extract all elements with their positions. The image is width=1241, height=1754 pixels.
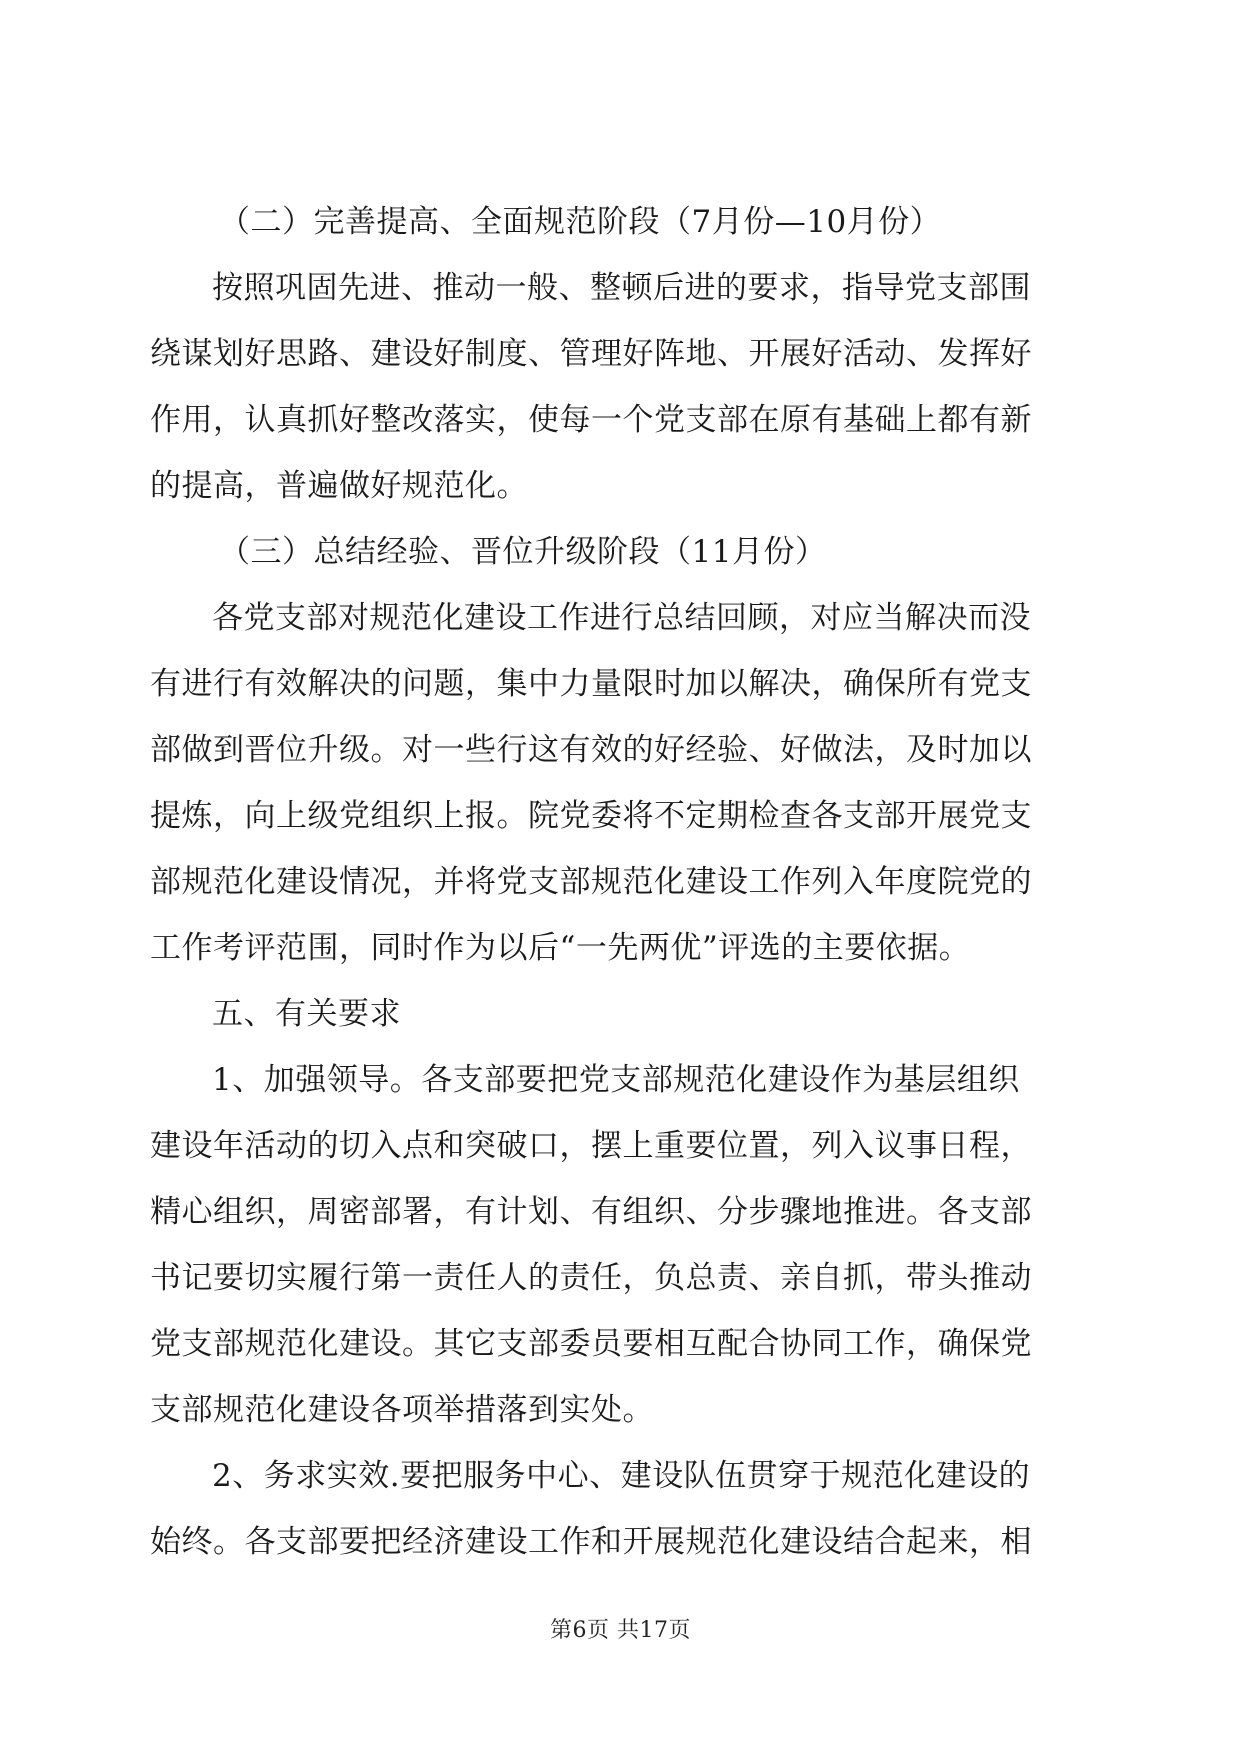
- paragraph-line: 提炼，向上级党组织上报。院党委将不定期检查各支部开展党支: [150, 798, 1032, 834]
- paragraph-line: 的提高，普遍做好规范化。: [150, 468, 528, 504]
- paragraph-line: 按照巩固先进、推动一般、整顿后进的要求，指导党支部围: [212, 270, 1031, 306]
- paragraph-line: 书记要切实履行第一责任人的责任，负总责、亲自抓，带头推动: [150, 1260, 1032, 1296]
- paragraph-line: 工作考评范围，同时作为以后“一先两优”评选的主要依据。: [150, 930, 971, 966]
- section-heading-3: （三）总结经验、晋位升级阶段（11月份）: [219, 534, 827, 570]
- paragraph-line: 建设年活动的切入点和突破口，摆上重要位置，列入议事日程，: [150, 1128, 1032, 1164]
- section-heading-5: 五、有关要求: [212, 996, 401, 1032]
- paragraph-line: 有进行有效解决的问题，集中力量限时加以解决，确保所有党支: [150, 666, 1032, 702]
- paragraph-line: 部做到晋位升级。对一些行这有效的好经验、好做法，及时加以: [150, 732, 1032, 768]
- paragraph-line: 党支部规范化建设。其它支部委员要相互配合协同工作，确保党: [150, 1326, 1032, 1362]
- paragraph-line: 1、加强领导。各支部要把党支部规范化建设作为基层组织: [212, 1062, 1020, 1098]
- paragraph-line: 2、务求实效.要把服务中心、建设队伍贯穿于规范化建设的: [212, 1458, 1031, 1494]
- page-footer: 第6页 共17页: [550, 1618, 691, 1643]
- paragraph-line: 各党支部对规范化建设工作进行总结回顾，对应当解决而没: [212, 600, 1031, 636]
- paragraph-line: 部规范化建设情况，并将党支部规范化建设工作列入年度院党的: [150, 864, 1032, 900]
- section-heading-2: （二）完善提高、全面规范阶段（7月份—10月份）: [219, 204, 942, 240]
- paragraph-line: 绕谋划好思路、建设好制度、管理好阵地、开展好活动、发挥好: [150, 336, 1032, 372]
- paragraph-line: 支部规范化建设各项举措落到实处。: [150, 1392, 654, 1428]
- paragraph-line: 作用，认真抓好整改落实，使每一个党支部在原有基础上都有新: [150, 402, 1032, 438]
- paragraph-line: 精心组织，周密部署，有计划、有组织、分步骤地推进。各支部: [150, 1194, 1032, 1230]
- paragraph-line: 始终。各支部要把经济建设工作和开展规范化建设结合起来，相: [150, 1524, 1032, 1560]
